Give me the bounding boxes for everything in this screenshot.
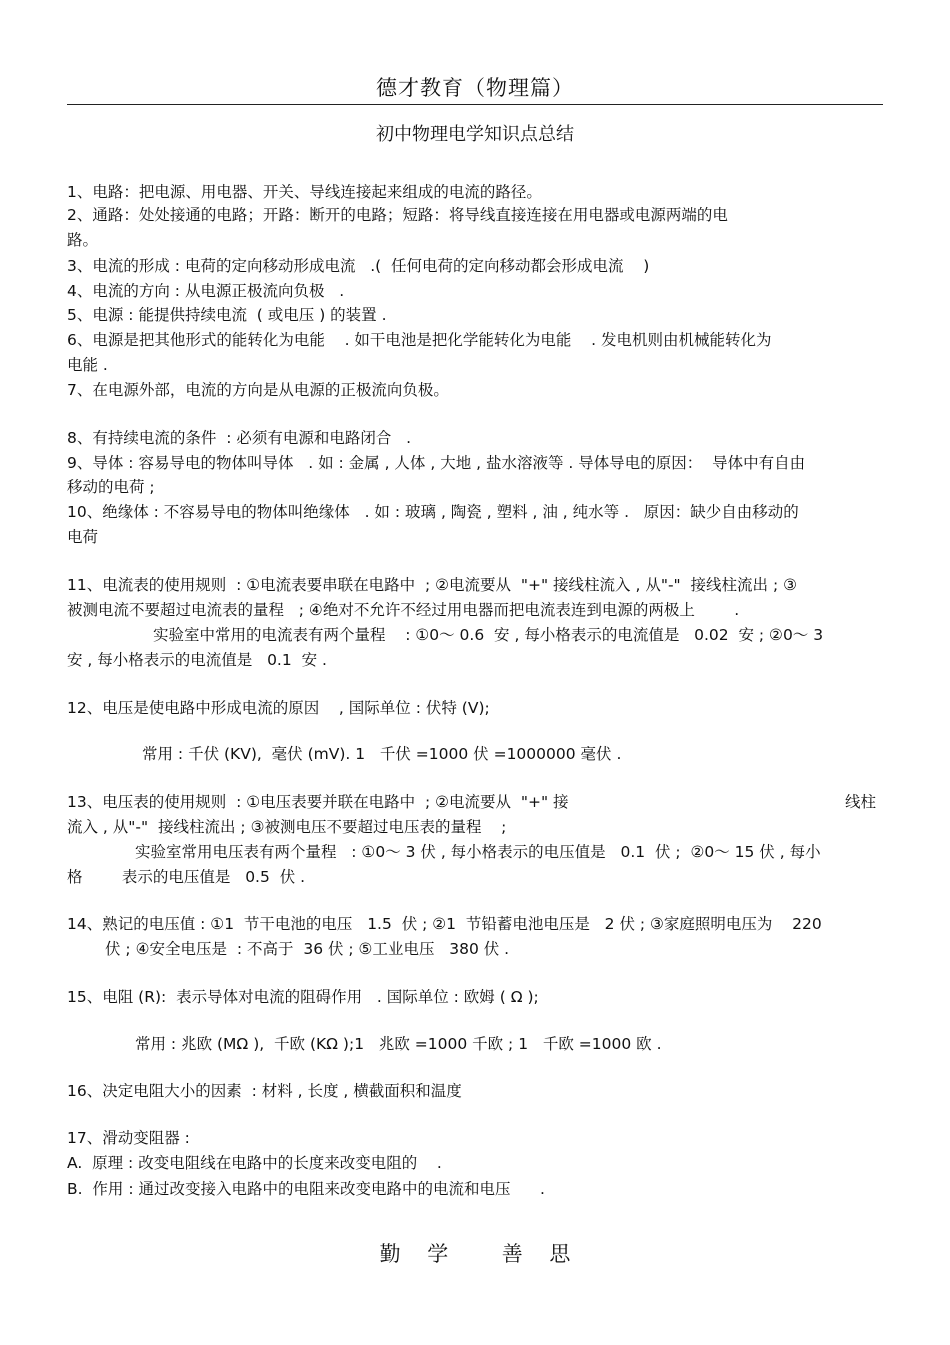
- body-line: 移动的电荷 ;: [67, 478, 155, 496]
- header-title: 德才教育（物理篇）: [376, 76, 574, 100]
- body-line: 实验室常用电压表有两个量程 : ①0～ 3 伏 , 每小格表示的电压值是 0.1 伏 ; ②0～ 15 伏 , 每小: [135, 843, 821, 861]
- body-line: 11、电流表的使用规则 : ①电流表要串联在电路中 ; ②电流要从 "+" 接线柱流入 , 从"-" 接线柱流出 ; ③: [67, 576, 798, 594]
- body-line: 流入 , 从"-" 接线柱流出 ; ③被测电压不要超过电压表的量程 ;: [67, 818, 507, 836]
- body-line: 15、电阻 (R): 表示导体对电流的阻碍作用 . 国际单位 : 欧姆 ( Ω );: [67, 988, 539, 1006]
- body-line: 实验室中常用的电流表有两个量程 : ①0～ 0.6 安 , 每小格表示的电流值是 0.02 安 ; ②0～ 3: [153, 626, 824, 644]
- body-line: 4、电流的方向 : 从电源正极流向负极 .: [67, 282, 345, 300]
- body-line: 线柱: [845, 793, 877, 811]
- footer-motto: 勤 学 善 思: [379, 1242, 571, 1266]
- document-title: 初中物理电学知识点总结: [376, 124, 574, 145]
- body-line: 3、电流的形成 : 电荷的定向移动形成电流 .( 任何电荷的定向移动都会形成电流 ): [67, 257, 650, 275]
- body-line: 12、电压是使电路中形成电流的原因 , 国际单位 : 伏特 (V);: [67, 699, 490, 717]
- body-line: 电荷: [67, 528, 99, 546]
- body-line: 17、滑动变阻器 :: [67, 1129, 190, 1147]
- body-line: 伏 ; ④安全电压是 : 不高于 36 伏 ; ⑤工业电压 380 伏 .: [105, 940, 510, 958]
- body-line: 8、有持续电流的条件 : 必须有电源和电路闭合 .: [67, 429, 412, 447]
- body-line: 10、绝缘体 : 不容易导电的物体叫绝缘体 . 如 : 玻璃 , 陶瓷 , 塑料 , 油 , 纯水等 . 原因：缺少自由移动的: [67, 503, 799, 521]
- body-line: 2、通路：处处接通的电路；开路：断开的电路；短路：将导线直接连接在用电器或电源两端的电: [67, 206, 728, 224]
- body-line: 16、决定电阻大小的因素 : 材料 , 长度 , 横截面积和温度: [67, 1082, 462, 1100]
- body-line: 7、在电源外部，电流的方向是从电源的正极流向负极。: [67, 381, 449, 399]
- body-line: 5、电源 : 能提供持续电流 ( 或电压 ) 的装置 .: [67, 306, 387, 324]
- body-line: 安 , 每小格表示的电流值是 0.1 安 .: [67, 651, 327, 669]
- body-line: 格 表示的电压值是 0.5 伏 .: [67, 868, 306, 886]
- body-line: 13、电压表的使用规则 : ①电压表要并联在电路中 ; ②电流要从 "+" 接: [67, 793, 569, 811]
- body-line: 被测电流不要超过电流表的量程 ; ④绝对不允许不经过用电器而把电流表连到电源的两极上 .: [67, 601, 740, 619]
- header-divider: [67, 104, 883, 105]
- body-line: 6、电源是把其他形式的能转化为电能 . 如干电池是把化学能转化为电能 . 发电机则由机械能转化为: [67, 331, 772, 349]
- body-line: 14、熟记的电压值 : ①1 节干电池的电压 1.5 伏 ; ②1 节铅蓄电池电压是 2 伏 ; ③家庭照明电压为 220: [67, 915, 822, 933]
- body-line: 路。: [67, 231, 99, 249]
- body-line: 常用 : 千伏 (KV), 毫伏 (mV). 1 千伏 =1000 伏 =1000000 毫伏 .: [142, 745, 622, 763]
- body-line: A. 原理 : 改变电阻线在电路中的长度来改变电阻的 .: [67, 1154, 442, 1172]
- body-line: 9、导体 : 容易导电的物体叫导体 . 如 : 金属 , 人体 , 大地 , 盐水溶液等 . 导体导电的原因： 导体中有自由: [67, 454, 806, 472]
- body-line: 电能 .: [67, 356, 108, 374]
- body-line: B. 作用 : 通过改变接入电路中的电阻来改变电路中的电流和电压 .: [67, 1180, 545, 1198]
- body-line: 1、电路：把电源、用电器、开关、导线连接起来组成的电流的路径。: [67, 183, 542, 201]
- body-line: 常用 : 兆欧 (MΩ ), 千欧 (KΩ );1 兆欧 =1000 千欧 ; 1 千欧 =1000 欧 .: [135, 1035, 662, 1053]
